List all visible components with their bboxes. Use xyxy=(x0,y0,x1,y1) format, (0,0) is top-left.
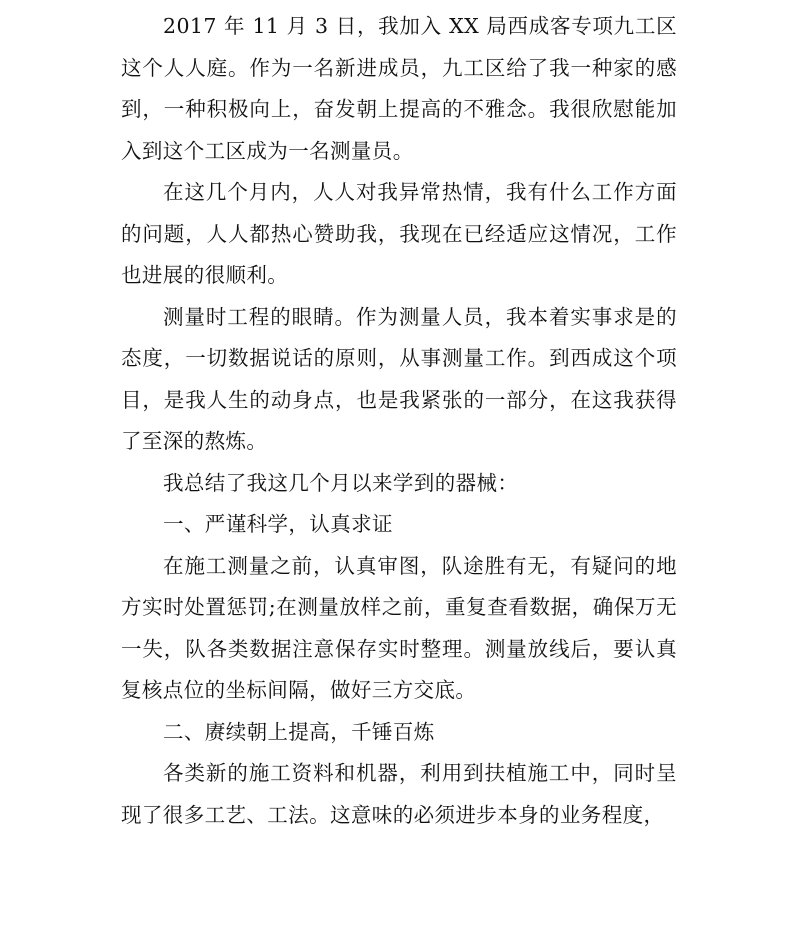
paragraph-intro: 2017 年 11 月 3 日，我加入 XX 局西成客专项九工区这个人人庭。作为一名新进成员，九工区给了我一种家的感到，一种积极向上，奋发朝上提高的不雅念。我很欣慰能加入到这个工区成为一名测量员。 xyxy=(121,14,677,163)
document-body xyxy=(121,6,677,836)
section-heading-2: 二、赓续朝上提高，千锤百炼 xyxy=(163,719,435,744)
paragraph-summary-lead: 我总结了我这几个月以来学到的器械： xyxy=(163,470,519,495)
paragraph-section-1: 在施工测量之前，认真审图，队途胜有无，有疑问的地方实时处置惩罚;在测量放样之前，重复查看数据，确保万无一失，队各类数据注意保存实时整理。测量放线后，要认真复核点位的坐标间隔，做好三方交底。 xyxy=(121,553,677,702)
paragraph-surveying: 测量时工程的眼睛。作为测量人员，我本着实事求是的态度，一切数据说话的原则，从事测量工作。到西成这个项目，是我人生的动身点，也是我紧张的一部分，在这我获得了至深的熬炼。 xyxy=(121,304,677,453)
section-heading-1: 一、严谨科学，认真求证 xyxy=(163,512,393,536)
paragraph-colleagues: 在这几个月内，人人对我异常热情，我有什么工作方面的问题，人人都热心赞助我，我现在已经适应这情况，工作也进展的很顺利。 xyxy=(121,180,677,287)
paragraph-section-2: 各类新的施工资料和机器，利用到扶植施工中，同时呈现了很多工艺、工法。这意味的必须进步本身的业务程度， xyxy=(121,761,677,827)
